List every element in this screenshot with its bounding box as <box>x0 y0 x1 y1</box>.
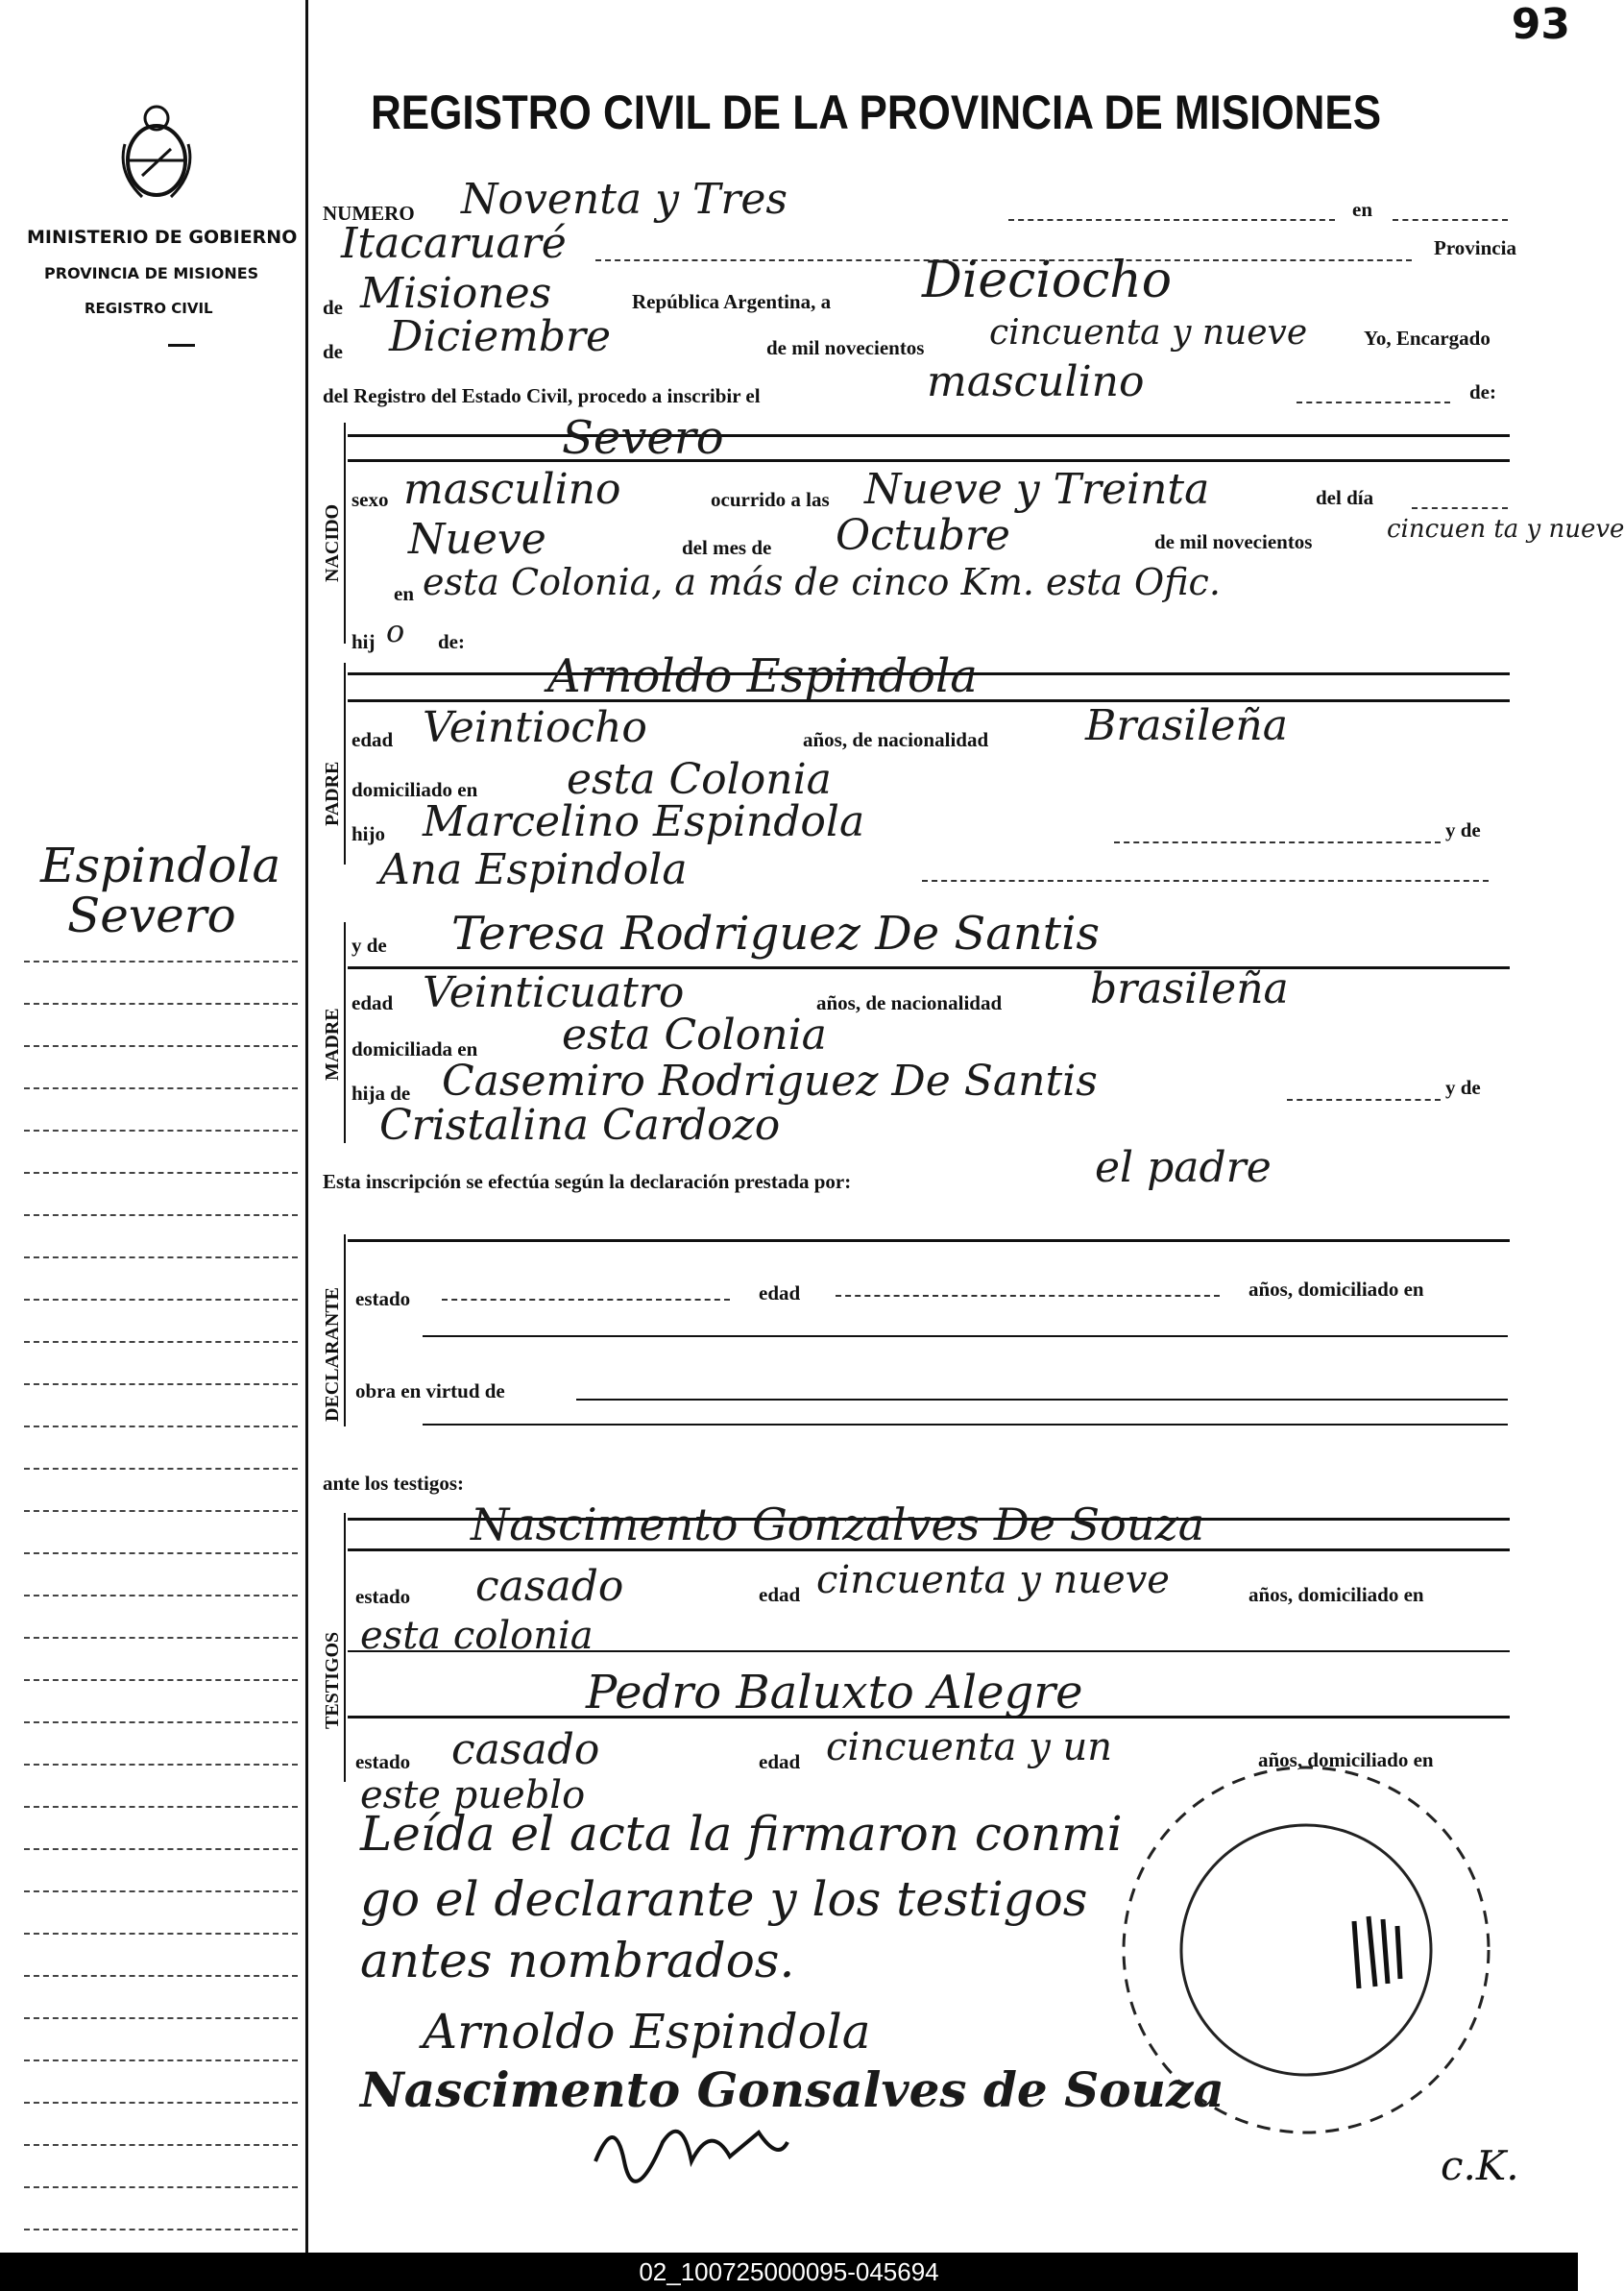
section-label-madre: MADRE <box>322 1008 343 1081</box>
page-number: 93 <box>1511 0 1570 49</box>
label-anos-dom-t1: años, domiciliado en <box>1248 1583 1424 1606</box>
label-hijo: hijo <box>351 822 386 845</box>
label-anos-nac: años, de nacionalidad <box>803 728 989 751</box>
hw-firma2: Nascimento Gonsalves de Souza <box>360 2061 1224 2118</box>
label-numero: NUMERO <box>323 202 415 225</box>
margin-ruled-line <box>24 1299 298 1301</box>
left-border-line <box>305 0 308 2253</box>
label-del-registro: del Registro del Estado Civil, procedo a inscribir el <box>323 384 761 407</box>
margin-ruled-line <box>24 1510 298 1512</box>
signature-scribble <box>586 2104 797 2181</box>
ministry-dash <box>168 344 195 347</box>
section-label-declarante: DECLARANTE <box>322 1286 343 1422</box>
footer-code: 02_100725000095-045694 <box>639 2257 939 2286</box>
ministry-line2: PROVINCIA DE MISIONES <box>44 264 259 282</box>
rule <box>348 699 1510 702</box>
label-anos-dom-t2: años, domiciliado en <box>1258 1748 1434 1771</box>
margin-ruled-line <box>24 1172 298 1174</box>
hw-t2-edad: cincuenta y un <box>826 1725 1113 1769</box>
margin-ruled-line <box>24 1806 298 1808</box>
ministry-line1: MINISTERIO DE GOBIERNO <box>27 227 298 248</box>
hw-declarante: el padre <box>1095 1143 1272 1192</box>
rule <box>348 459 1510 462</box>
label-y-de-madre: y de <box>351 934 387 957</box>
margin-ruled-line <box>24 1045 298 1047</box>
hw-padre-edad: Veintiocho <box>423 703 647 752</box>
label-hija-de: hija de <box>351 1082 411 1105</box>
rule <box>348 1239 1510 1242</box>
rule <box>348 1548 1510 1551</box>
label-edad-t2: edad <box>759 1750 801 1773</box>
margin-note-surname: Espindola <box>40 838 281 893</box>
label-del-mes: del mes de <box>682 536 772 559</box>
hw-cierre3: antes nombrados. <box>360 1933 795 1988</box>
label-edad-t1: edad <box>759 1583 801 1606</box>
margin-ruled-line <box>24 1637 298 1639</box>
hw-numero: Noventa y Tres <box>461 175 788 224</box>
label-domiciliada: domiciliada en <box>351 1037 478 1060</box>
dots <box>1114 841 1441 843</box>
rule <box>348 1650 1510 1652</box>
hw-testigo2: Pedro Baluxto Alegre <box>586 1666 1083 1719</box>
margin-ruled-line <box>24 2144 298 2146</box>
hw-madre-madre: Cristalina Cardozo <box>379 1101 781 1150</box>
label-edad-m: edad <box>351 991 394 1014</box>
margin-ruled-line <box>24 1975 298 1977</box>
margin-ruled-line <box>24 961 298 963</box>
rule <box>576 1399 1508 1401</box>
label-obra: obra en virtud de <box>355 1379 505 1402</box>
rule <box>423 1335 1508 1337</box>
label-hijo: hij <box>351 630 376 653</box>
margin-ruled-line <box>24 1426 298 1427</box>
margin-ruled-line <box>24 2017 298 2019</box>
hw-testigo1: Nascimento Gonzalves De Souza <box>471 1499 1205 1550</box>
hw-lugar: Itacaruaré <box>341 219 567 268</box>
margin-ruled-line <box>24 1087 298 1089</box>
hw-t1-edad: cincuenta y nueve <box>816 1558 1170 1602</box>
corner-mark: c.K. <box>1441 2142 1519 2189</box>
margin-ruled-line <box>24 2186 298 2188</box>
hw-dia-nac: Nueve <box>408 515 546 564</box>
bracket-testigos <box>344 1513 346 1782</box>
label-testigos: ante los testigos: <box>323 1472 464 1495</box>
dots <box>922 880 1489 882</box>
label-de-colon: de: <box>1469 380 1496 403</box>
section-label-padre: PADRE <box>322 761 343 826</box>
section-label-testigos: TESTIGOS <box>322 1631 343 1729</box>
label-de: de <box>323 340 343 363</box>
label-anos-dom: años, domiciliado en <box>1248 1278 1424 1301</box>
hw-nombre: Severo <box>562 411 724 465</box>
hw-t2-dom: este pueblo <box>360 1773 586 1817</box>
dots <box>442 1299 730 1301</box>
label-en: en <box>1352 198 1372 221</box>
label-anos-nac-m: años, de nacionalidad <box>816 991 1003 1014</box>
label-hijo-de: de: <box>438 630 465 653</box>
hw-provincia: Misiones <box>360 269 552 318</box>
hw-padre-dom: esta Colonia <box>567 755 832 804</box>
label-domiciliado: domiciliado en <box>351 778 478 801</box>
margin-ruled-line <box>24 1552 298 1554</box>
hw-t2-estado: casado <box>451 1725 600 1774</box>
section-label-nacido: NACIDO <box>322 503 343 582</box>
label-edad2: edad <box>759 1281 801 1304</box>
label-y-de2: y de <box>1445 1076 1481 1099</box>
margin-ruled-line <box>24 1595 298 1596</box>
rule <box>348 434 1510 437</box>
label-en2: en <box>394 582 414 605</box>
margin-ruled-line <box>24 2102 298 2104</box>
hw-cierre2: go el declarante y los testigos <box>360 1871 1088 1927</box>
label-del-dia: del día <box>1316 486 1374 509</box>
hw-dia: Dieciocho <box>922 252 1173 309</box>
hw-sexo-inscribe: masculino <box>927 357 1145 406</box>
margin-ruled-line <box>24 1848 298 1850</box>
hw-madre-dom: esta Colonia <box>562 1011 827 1060</box>
hw-padre-madre: Ana Espindola <box>379 845 688 894</box>
margin-ruled-line <box>24 1679 298 1681</box>
margin-ruled-line <box>24 1341 298 1343</box>
dots <box>836 1295 1220 1297</box>
hw-hora: Nueve y Treinta <box>864 465 1210 514</box>
margin-ruled-line <box>24 1383 298 1385</box>
hw-cierre1: Leída el acta la firmaron conmi <box>360 1806 1123 1862</box>
hw-padre-nac: Brasileña <box>1085 701 1288 750</box>
label-republica: República Argentina, a <box>632 290 832 313</box>
margin-ruled-line <box>24 1933 298 1935</box>
hw-t1-estado: casado <box>475 1562 624 1611</box>
rule <box>348 1716 1510 1718</box>
label-de: de <box>323 296 343 319</box>
margin-ruled-line <box>24 2229 298 2230</box>
margin-ruled-line <box>24 1468 298 1470</box>
hw-padre-padre: Marcelino Espindola <box>423 797 865 846</box>
label-yo-encargado: Yo, Encargado <box>1364 327 1491 350</box>
hw-lugar-nac: esta Colonia, a más de cinco Km. esta Ofic. <box>423 561 1221 603</box>
hw-madre: Teresa Rodriguez De Santis <box>451 907 1101 961</box>
hw-mes: Diciembre <box>389 312 612 361</box>
dots <box>1412 507 1508 509</box>
bracket-nacido <box>344 423 346 644</box>
label-y-de: y de <box>1445 818 1481 841</box>
label-sexo: sexo <box>351 488 389 511</box>
label-de-mil: de mil novecientos <box>766 336 925 359</box>
label-edad: edad <box>351 728 394 751</box>
hw-madre-padre: Casemiro Rodriguez De Santis <box>442 1057 1098 1106</box>
label-estado-t1: estado <box>355 1585 411 1608</box>
margin-ruled-line <box>24 1256 298 1258</box>
dots <box>1393 219 1508 221</box>
hw-sexo: masculino <box>403 465 621 514</box>
margin-ruled-line <box>24 1721 298 1723</box>
dots <box>1297 402 1450 403</box>
ministry-line3: REGISTRO CIVIL <box>85 300 213 317</box>
margin-ruled-line <box>24 1130 298 1132</box>
label-estado-t2: estado <box>355 1750 411 1773</box>
hw-anio-nac: cincuen ta y nueve <box>1387 515 1624 544</box>
margin-ruled-line <box>24 1003 298 1005</box>
hw-madre-edad: Veinticuatro <box>423 968 685 1017</box>
hw-firma1: Arnoldo Espindola <box>423 2004 871 2059</box>
hw-t1-dom: esta colonia <box>360 1614 594 1658</box>
page-title: REGISTRO CIVIL DE LA PROVINCIA DE MISIONES <box>371 85 1382 139</box>
coat-of-arms-icon <box>113 101 200 207</box>
label-de-mil2: de mil novecientos <box>1154 530 1313 553</box>
dots <box>1008 219 1335 221</box>
dots <box>1287 1099 1441 1101</box>
margin-ruled-line <box>24 1764 298 1766</box>
label-ocurrido: ocurrido a las <box>711 488 830 511</box>
hw-hijo-o: o <box>386 613 405 649</box>
hw-anio: cincuenta y nueve <box>989 313 1308 353</box>
margin-ruled-line <box>24 1214 298 1216</box>
margin-ruled-line <box>24 1890 298 1892</box>
seal-stamp <box>1018 1729 1517 2209</box>
hw-mes-nac: Octubre <box>836 511 1010 560</box>
label-inscripcion: Esta inscripción se efectúa según la declaración prestada por: <box>323 1170 852 1193</box>
hw-madre-nac: brasileña <box>1090 964 1289 1013</box>
label-estado: estado <box>355 1287 411 1310</box>
hw-padre: Arnoldo Espindola <box>547 649 978 703</box>
margin-note-name: Severo <box>67 888 236 943</box>
bracket-madre <box>344 922 346 1143</box>
rule <box>423 1424 1508 1426</box>
margin-ruled-line <box>24 2059 298 2061</box>
bracket-declarante <box>344 1234 346 1426</box>
bracket-padre <box>344 663 346 865</box>
label-provincia: Provincia <box>1434 236 1516 259</box>
